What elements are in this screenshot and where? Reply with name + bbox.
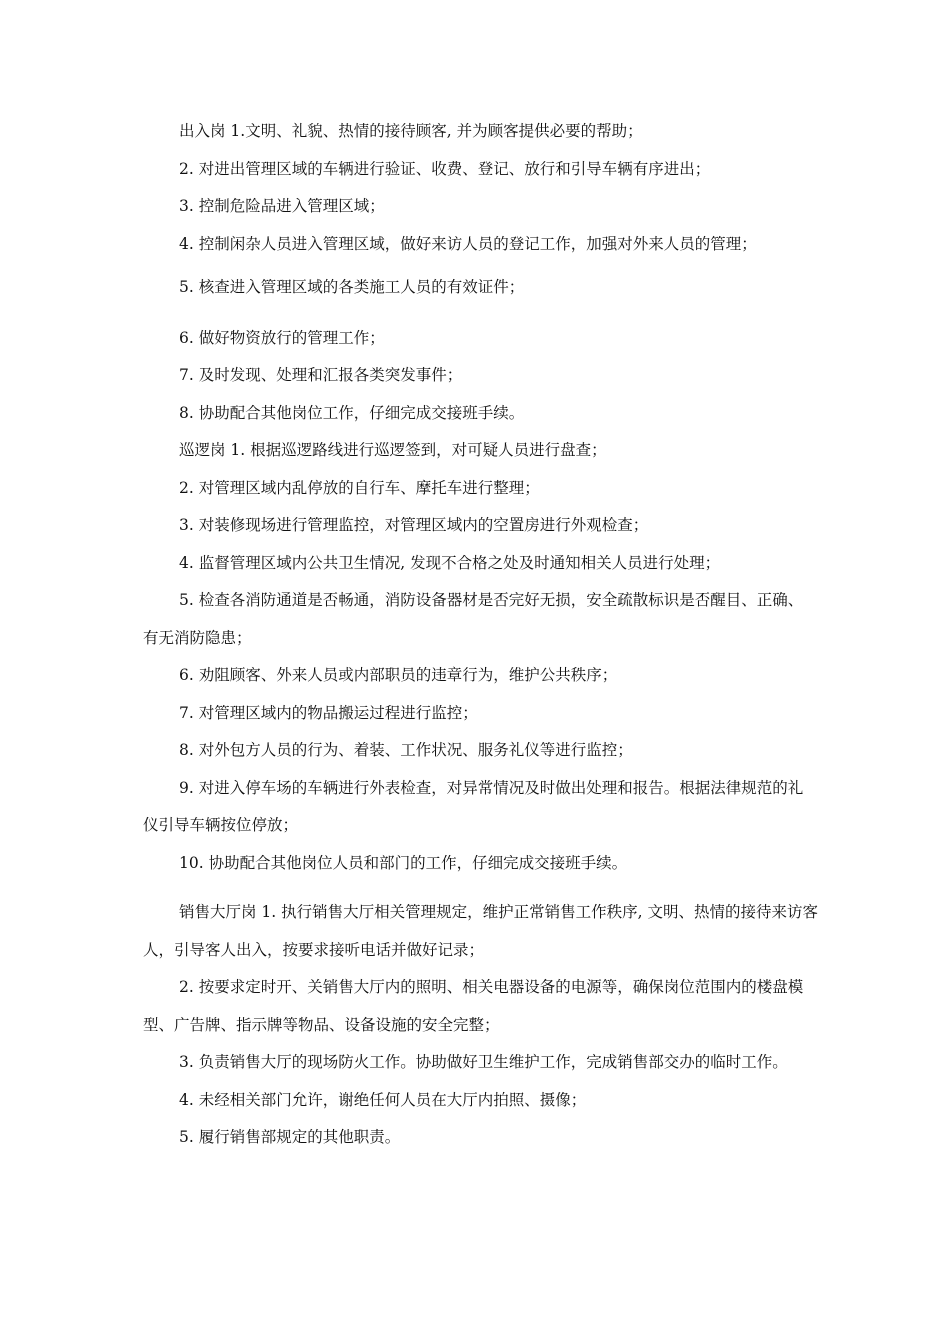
- paragraph-patrol-4: 4. 监督管理区域内公共卫生情况, 发现不合格之处及时通知相关人员进行处理；: [179, 553, 721, 572]
- paragraph-sales-4: 4. 未经相关部门允许，谢绝任何人员在大厅内拍照、摄像；: [179, 1090, 587, 1109]
- paragraph-patrol-3: 3. 对装修现场进行管理监控，对管理区域内的空置房进行外观检查；: [179, 516, 649, 534]
- paragraph-entrance-8: 8. 协助配合其他岗位工作，仔细完成交接班手续。: [179, 403, 525, 422]
- paragraph-entrance-4: 4. 控制闲杂人员进入管理区域，做好来访人员的登记工作，加强对外来人员的管理；: [179, 234, 757, 253]
- paragraph-patrol-10: 10. 协助配合其他岗位人员和部门的工作，仔细完成交接班手续。: [179, 853, 628, 872]
- paragraph-patrol-6: 6. 劝阻顾客、外来人员或内部职员的违章行为，维护公共秩序；: [179, 666, 618, 684]
- paragraph-sales-1: 销售大厅岗 1. 执行销售大厅相关管理规定，维护正常销售工作秩序, 文明、热情的接待来访客人，引导客人出入，按要求接听电话并做好记录；: [143, 903, 818, 959]
- paragraph-sales-5: 5. 履行销售部规定的其他职责。: [179, 1128, 401, 1146]
- paragraph-patrol-8: 8. 对外包方人员的行为、着装、工作状况、服务礼仪等进行监控；: [179, 741, 633, 759]
- paragraph-patrol-2: 2. 对管理区域内乱停放的自行车、摩托车进行整理；: [179, 478, 540, 497]
- paragraph-sales-2: 2. 按要求定时开、关销售大厅内的照明、相关电器设备的电源等，确保岗位范围内的楼盘模型、广告牌、指示牌等物品、设备设施的安全完整；: [143, 978, 804, 1034]
- paragraph-entrance-3: 3. 控制危险品进入管理区域；: [179, 197, 385, 215]
- paragraph-entrance-5: 5. 核查进入管理区域的各类施工人员的有效证件；: [179, 278, 525, 296]
- paragraph-patrol-7: 7. 对管理区域内的物品搬运过程进行监控；: [179, 703, 478, 722]
- paragraph-sales-3: 3. 负责销售大厅的现场防火工作。协助做好卫生维护工作，完成销售部交办的临时工作。: [179, 1053, 788, 1071]
- paragraph-patrol-9: 9. 对进入停车场的车辆进行外表检查，对异常情况及时做出处理和报告。根据法律规范的礼仪引导车辆按位停放；: [143, 778, 804, 834]
- paragraph-entrance-6: 6. 做好物资放行的管理工作；: [179, 328, 385, 347]
- paragraph-entrance-1: 出入岗 1.文明、礼貌、热情的接待顾客, 并为顾客提供必要的帮助；: [179, 122, 643, 140]
- paragraph-patrol-1: 巡逻岗 1. 根据巡逻路线进行巡逻签到，对可疑人员进行盘查；: [179, 441, 607, 459]
- document-body: [143, 113, 818, 1157]
- paragraph-patrol-5: 5. 检查各消防通道是否畅通，消防设备器材是否完好无损，安全疏散标识是否醒目、正确、有无消防隐患；: [143, 591, 804, 647]
- paragraph-entrance-7: 7. 及时发现、处理和汇报各类突发事件；: [179, 366, 463, 384]
- paragraph-entrance-2: 2. 对进出管理区域的车辆进行验证、收费、登记、放行和引导车辆有序进出；: [179, 159, 711, 178]
